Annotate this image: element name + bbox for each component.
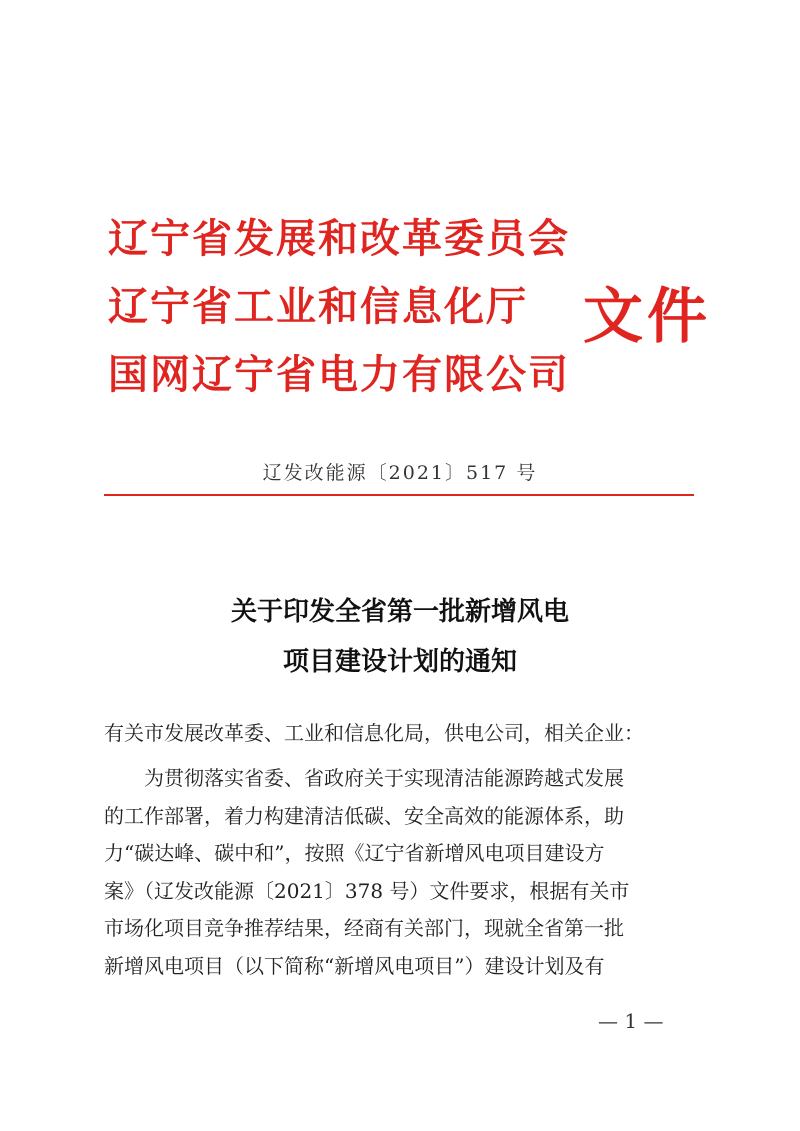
body-line: 案》（辽发改能源〔2021〕378 号）文件要求，根据有关市 — [104, 878, 630, 903]
body-line: 为贯彻落实省委、省政府关于实现清洁能源跨越式发展 — [144, 766, 624, 790]
notice-title-line-2: 项目建设计划的通知 — [282, 647, 517, 677]
body-line: 新增风电项目（以下简称“新增风电项目”）建设计划及有 — [104, 953, 605, 978]
document-type-label: 文件 — [583, 282, 711, 352]
issuer-state-grid-liaoning: 国网辽宁省电力有限公司 — [108, 352, 570, 398]
body-line: 的工作部署，着力构建清洁低碳、安全高效的能源体系，助 — [104, 803, 624, 828]
body-line: 力“碳达峰、碳中和”，按照《辽宁省新增风电项目建设方 — [104, 841, 605, 865]
notice-title — [0, 587, 800, 687]
page-number: — 1 — — [598, 1009, 664, 1033]
document-number: 辽发改能源〔2021〕517 号 — [262, 462, 538, 484]
red-divider-line — [104, 494, 694, 496]
addressee-line: 有关市发展改革委、工业和信息化局，供电公司，相关企业： — [104, 721, 644, 745]
issuing-organizations — [108, 205, 568, 409]
issuer-industry-information-department: 辽宁省工业和信息化厅 — [108, 284, 528, 330]
body-line: 市场化项目竞争推荐结果，经商有关部门，现就全省第一批 — [104, 916, 624, 940]
notice-body — [104, 760, 694, 985]
issuer-provincial-development-reform-commission: 辽宁省发展和改革委员会 — [108, 216, 570, 262]
notice-title-line-1: 关于印发全省第一批新增风电 — [230, 597, 569, 627]
